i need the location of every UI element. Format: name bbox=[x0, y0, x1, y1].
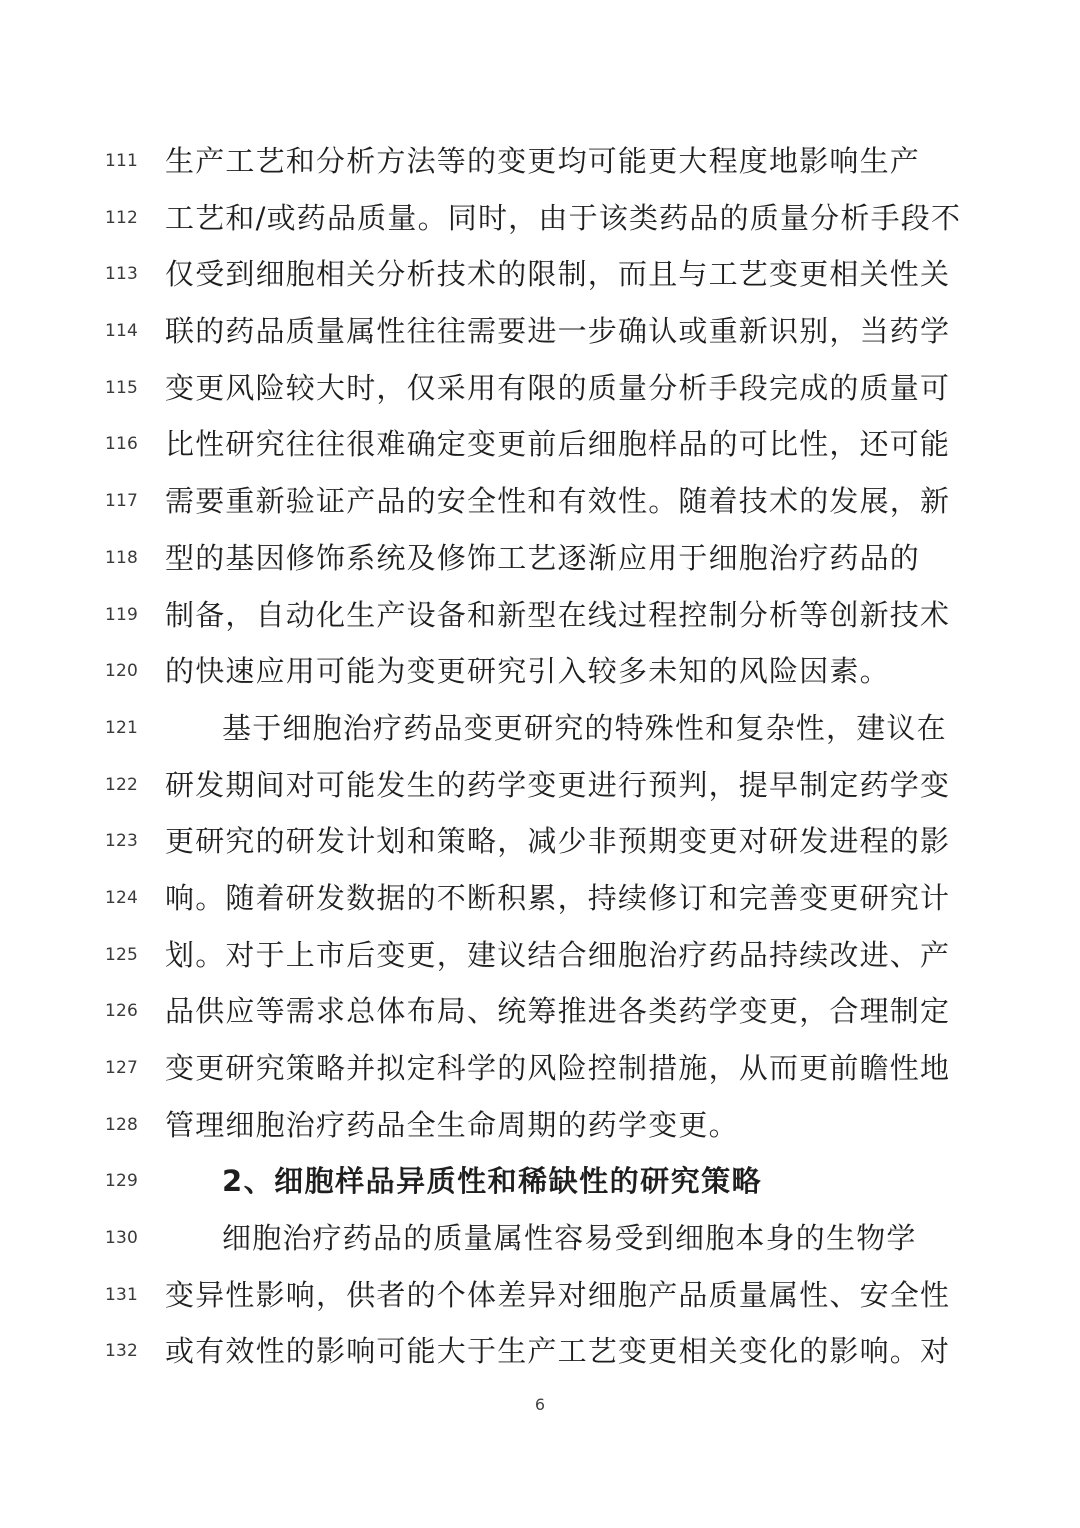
line-number: 129 bbox=[104, 1171, 138, 1192]
line-text: 需要重新验证产品的安全性和有效性。随着技术的发展，新 bbox=[165, 484, 951, 519]
section-heading-line bbox=[0, 1153, 1080, 1210]
line-text: 变更研究策略并拟定科学的风险控制措施，从而更前瞻性地 bbox=[165, 1051, 951, 1085]
line-text: 的快速应用可能为变更研究引入较多未知的风险因素。 bbox=[165, 654, 890, 689]
text-line bbox=[0, 700, 1080, 757]
text-line bbox=[0, 530, 1080, 587]
page-number: 6 bbox=[534, 1395, 546, 1414]
line-number: 118 bbox=[104, 547, 138, 568]
line-number: 130 bbox=[104, 1228, 138, 1249]
text-line bbox=[0, 927, 1080, 984]
text-line bbox=[0, 870, 1080, 927]
line-text: 细胞治疗药品的质量属性容易受到细胞本身的生物学 bbox=[222, 1221, 917, 1256]
line-text: 联的药品质量属性往往需要进一步确认或重新识别，当药学 bbox=[165, 314, 951, 349]
line-number: 128 bbox=[104, 1114, 138, 1135]
line-text: 管理细胞治疗药品全生命周期的药学变更。 bbox=[165, 1107, 739, 1142]
text-line bbox=[0, 416, 1080, 473]
numbered-text-body bbox=[0, 133, 1080, 1380]
line-number: 113 bbox=[104, 264, 138, 285]
text-line bbox=[0, 133, 1080, 190]
line-text: 更研究的研发计划和策略，减少非预期变更对研发进程的影 bbox=[165, 824, 951, 859]
line-text: 仅受到细胞相关分析技术的限制，而且与工艺变更相关性关 bbox=[165, 257, 951, 292]
text-line bbox=[0, 1267, 1080, 1324]
line-text: 划。对于上市后变更，建议结合细胞治疗药品持续改进、产 bbox=[165, 937, 951, 972]
line-text: 品供应等需求总体布局、统筹推进各类药学变更，合理制定 bbox=[165, 994, 951, 1029]
line-text: 工艺和/或药品质量。同时，由于该类药品的质量分析手段不 bbox=[165, 200, 962, 235]
line-text: 制备，自动化生产设备和新型在线过程控制分析等创新技术 bbox=[165, 597, 951, 632]
text-line bbox=[0, 360, 1080, 417]
text-line bbox=[0, 643, 1080, 700]
text-line bbox=[0, 1040, 1080, 1097]
line-text: 响。随着研发数据的不断积累，持续修订和完善变更研究计 bbox=[165, 880, 951, 915]
section-heading: 2、细胞样品异质性和稀缺性的研究策略 bbox=[222, 1164, 763, 1199]
line-text: 或有效性的影响可能大于生产工艺变更相关变化的影响。对 bbox=[165, 1334, 951, 1369]
line-text: 变异性影响，供者的个体差异对细胞产品质量属性、安全性 bbox=[165, 1277, 951, 1312]
line-number: 120 bbox=[104, 661, 138, 682]
text-line bbox=[0, 1323, 1080, 1380]
text-line bbox=[0, 757, 1080, 814]
line-number: 127 bbox=[104, 1058, 138, 1078]
line-number: 111 bbox=[104, 151, 138, 171]
text-line bbox=[0, 983, 1080, 1040]
line-number: 119 bbox=[104, 604, 138, 625]
line-number: 124 bbox=[104, 887, 138, 908]
line-text: 型的基因修饰系统及修饰工艺逐渐应用于细胞治疗药品的 bbox=[165, 540, 921, 575]
line-number: 115 bbox=[104, 377, 138, 398]
line-number: 114 bbox=[104, 321, 138, 342]
text-line bbox=[0, 246, 1080, 303]
text-line bbox=[0, 813, 1080, 870]
line-text: 比性研究往往很难确定变更前后细胞样品的可比性，还可能 bbox=[165, 427, 951, 462]
line-number: 116 bbox=[104, 434, 138, 455]
line-number: 112 bbox=[104, 207, 138, 228]
line-text: 变更风险较大时，仅采用有限的质量分析手段完成的质量可 bbox=[165, 370, 951, 405]
text-line bbox=[0, 303, 1080, 360]
line-text: 研发期间对可能发生的药学变更进行预判，提早制定药学变 bbox=[165, 767, 951, 802]
text-line bbox=[0, 473, 1080, 530]
line-number: 126 bbox=[104, 1001, 138, 1022]
line-text: 基于细胞治疗药品变更研究的特殊性和复杂性，建议在 bbox=[222, 710, 947, 745]
text-line bbox=[0, 1097, 1080, 1154]
text-line bbox=[0, 587, 1080, 644]
line-number: 117 bbox=[104, 491, 138, 512]
line-number: 121 bbox=[104, 717, 138, 738]
line-number: 131 bbox=[104, 1284, 138, 1305]
line-number: 125 bbox=[104, 944, 138, 965]
text-line bbox=[0, 1210, 1080, 1267]
line-number: 123 bbox=[104, 831, 138, 852]
line-number: 122 bbox=[104, 774, 138, 795]
line-number: 132 bbox=[104, 1341, 138, 1362]
line-text: 生产工艺和分析方法等的变更均可能更大程度地影响生产 bbox=[165, 144, 921, 178]
text-line bbox=[0, 190, 1080, 247]
